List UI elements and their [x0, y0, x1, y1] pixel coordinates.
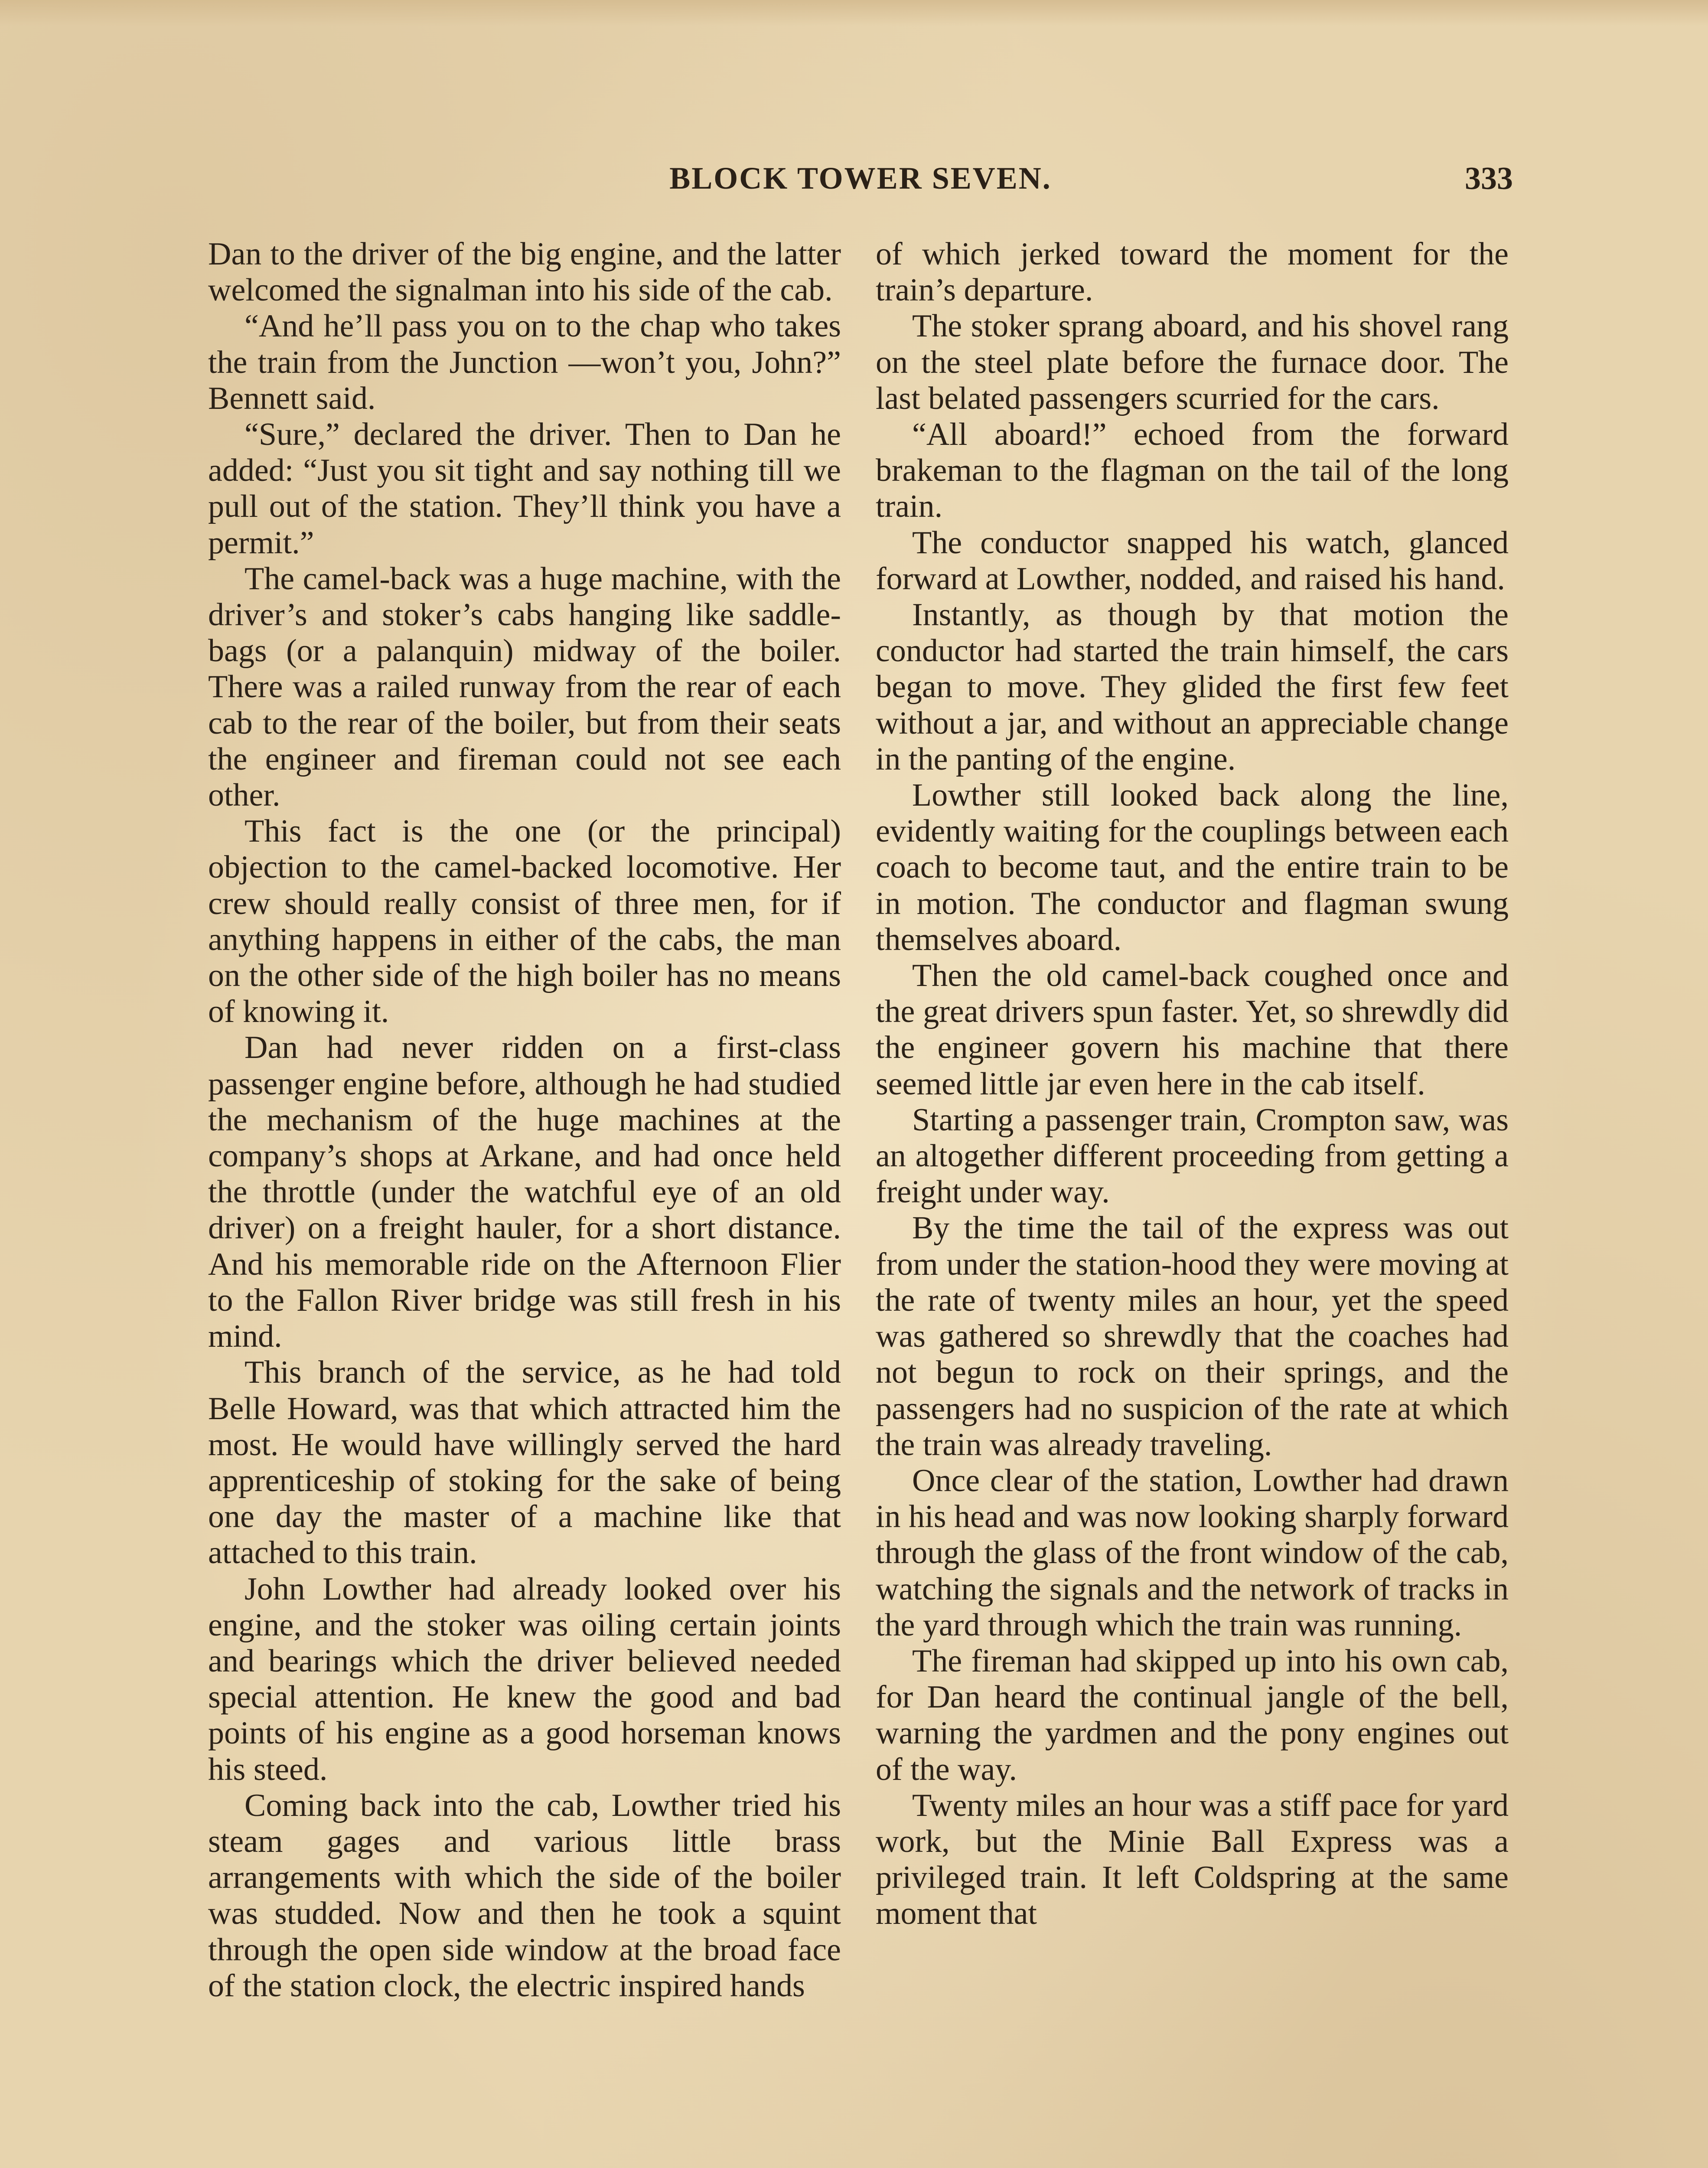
right-column [876, 236, 1509, 2168]
running-title: BLOCK TOWER SEVEN. [669, 161, 1052, 196]
paragraph: Twenty miles an hour was a stiff pace for yard work, but the Minie Ball Express was a privileged train. It left Coldspring at the same moment that [876, 1787, 1509, 1932]
paragraph: This fact is the one (or the principal) objection to the camel-backed locomotive. Her crew should really consist of three men, for if anything happens in either of the cabs, the man on the other side of the high boiler has no means of knowing it. [208, 813, 841, 1030]
paragraph: This branch of the service, as he had told Belle Howard, was that which attracted him the most. He would have willingly served the hard apprenticeship of stoking for the sake of being one day the master of a machine like that attached to this train. [208, 1355, 841, 1571]
paragraph: Dan had never ridden on a first-class passenger engine before, although he had studied the mechanism of the huge machines at the company’s shops at Arkane, and had once held the throttle (under the watchful eye of an old driver) on a freight hauler, for a short distance. And his memorable ride on the Afternoon Flier to the Fallon River bridge was still fresh in his mind. [208, 1030, 841, 1355]
paragraph: of which jerked toward the moment for the train’s departure. [876, 236, 1509, 308]
paragraph: Once clear of the station, Lowther had drawn in his head and was now looking sharply forward through the glass of the front window of the cab, watching the signals and the network of tracks in the yard through which the train was running. [876, 1463, 1509, 1643]
paragraph: The camel-back was a huge machine, with the driver’s and stoker’s cabs hanging like saddle-bags (or a palanquin) midway of the boiler. There was a railed runway from the rear of each cab to the rear of the boiler, but from their seats the engineer and fireman could not see each other. [208, 561, 841, 813]
paragraph: John Lowther had already looked over his engine, and the stoker was oiling certain joints and bearings which the driver believed needed special attention. He knew the good and bad points of his engine as a good horseman knows his steed. [208, 1571, 841, 1787]
paragraph: “Sure,” declared the driver. Then to Dan he added: “Just you sit tight and say nothing till we pull out of the station. They’ll think you have a permit.” [208, 417, 841, 561]
paragraph: The conductor snapped his watch, glanced forward at Lowther, nodded, and raised his hand. [876, 525, 1509, 597]
page-edge-shadow [0, 0, 1708, 26]
paragraph: The fireman had skipped up into his own cab, for Dan heard the continual jangle of the bell, warning the yardmen and the pony engines out of the way. [876, 1643, 1509, 1787]
left-column [208, 236, 841, 2168]
paragraph: Instantly, as though by that motion the conductor had started the train himself, the cars began to move. They glided the first few feet without a jar, and without an appreciable change in the panting of the engine. [876, 597, 1509, 777]
paragraph: Dan to the driver of the big engine, and the latter welcomed the signalman into his side of the cab. [208, 236, 841, 308]
paragraph: “And he’ll pass you on to the chap who takes the train from the Junction —won’t you, John?” Bennett said. [208, 308, 841, 416]
paragraph: “All aboard!” echoed from the forward brakeman to the flagman on the tail of the long train. [876, 417, 1509, 525]
running-head [208, 160, 1513, 208]
paragraph: Lowther still looked back along the line, evidently waiting for the couplings between each coach to become taut, and the entire train to be in motion. The conductor and flagman swung themselves aboard. [876, 777, 1509, 957]
paragraph: Then the old camel-back coughed once and the great drivers spun faster. Yet, so shrewdly did the engineer govern his machine that there seemed little jar even here in the cab itself. [876, 958, 1509, 1102]
paragraph: By the time the tail of the express was out from under the station-hood they were moving at the rate of twenty miles an hour, yet the speed was gathered so shrewdly that the coaches had not begun to rock on their springs, and the passengers had no suspicion of the rate at which the train was already traveling. [876, 1210, 1509, 1463]
paragraph: The stoker sprang aboard, and his shovel rang on the steel plate before the furnace door. The last belated passengers scurried for the cars. [876, 308, 1509, 416]
paragraph: Coming back into the cab, Lowther tried his steam gages and various little brass arrangements with which the side of the boiler was studded. Now and then he took a squint through the open side window at the broad face of the station clock, the electric inspired hands [208, 1787, 841, 2004]
page-number: 333 [1465, 161, 1513, 196]
paragraph: Starting a passenger train, Crompton saw, was an altogether different proceeding from getting a freight under way. [876, 1102, 1509, 1210]
